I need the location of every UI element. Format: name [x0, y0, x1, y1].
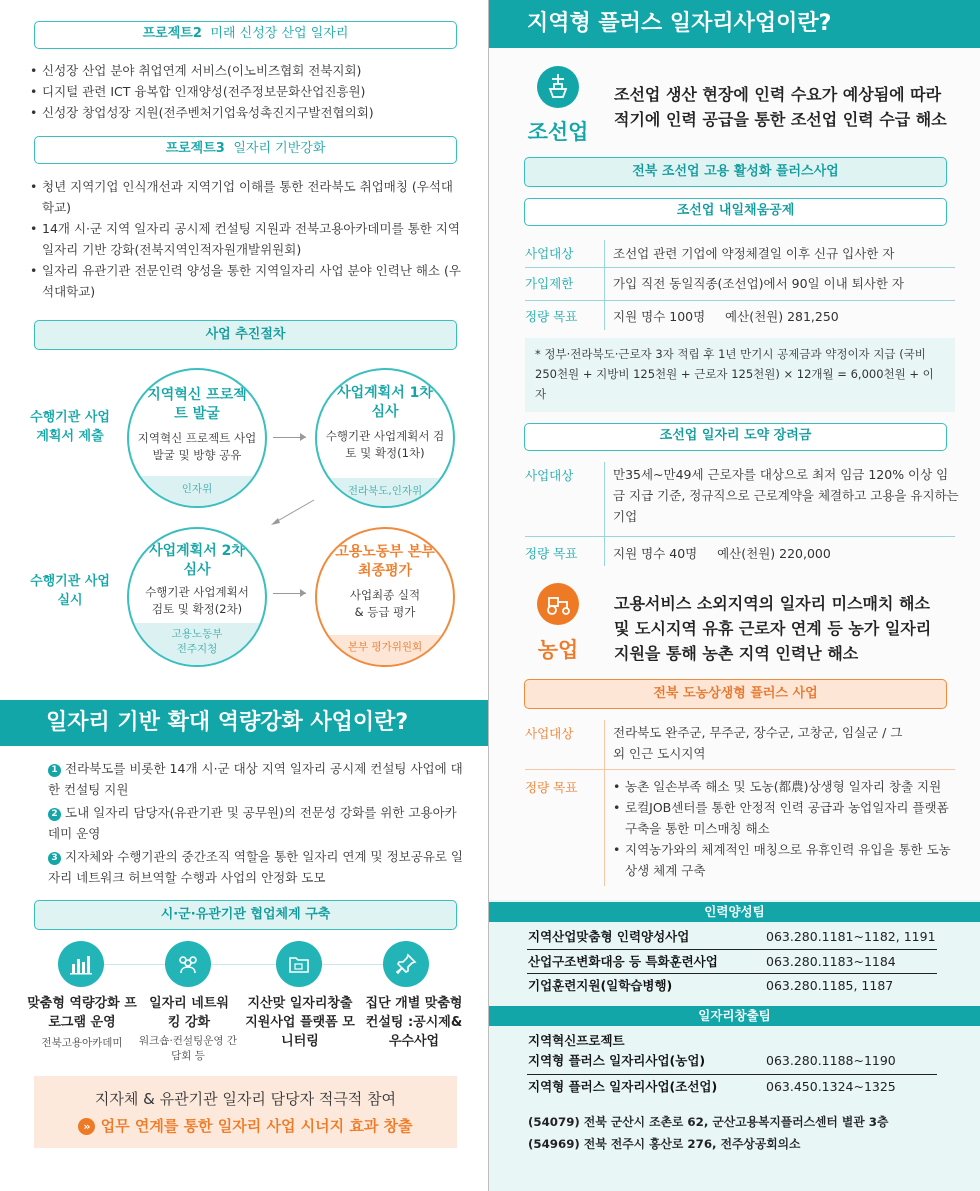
- team2-header: 일자리창출팀: [489, 1006, 980, 1026]
- team2-row: 지역형 플러스 일자리사업(농업) 063.280.1188~1190: [528, 1053, 896, 1068]
- coop-sub-1: 전북고용아카데미: [41, 1037, 123, 1049]
- ship-program-title: 전북 조선업 고용 활성화 플러스사업: [524, 157, 947, 187]
- list-item: • 일자리 유관기관 전문인력 양성을 통한 지역일자리 사업 분야 인력난 해소 (우석대학교): [30, 260, 462, 302]
- procedure-step-1: 지역혁신 프로젝트 발굴 지역혁신 프로젝트 사업 발굴 및 방향 공유 인자위: [127, 368, 267, 508]
- ship-row2-goal: 정량 목표 지원 명수 40명 예산(천원) 220,000: [525, 546, 831, 561]
- project2-list: [30, 60, 470, 123]
- team2-row: 지역형 플러스 일자리사업(조선업) 063.450.1324~1325: [528, 1079, 896, 1094]
- bar-chart-icon: [58, 941, 104, 987]
- capacity-footer: 지자체 & 유관기관 일자리 담당자 적극적 참여 » 업무 연계를 통한 일자리 사업 시너지 효과 창출: [34, 1076, 457, 1148]
- coop-label-4: 집단 개별 맞춤형 컨설팅 :공시제&우수사업: [365, 996, 463, 1049]
- project3-list: [30, 176, 462, 302]
- team1-row: 산업구조변화대응 등 특화훈련사업 063.280.1183~1184: [528, 954, 896, 969]
- list-item: 3 지자체와 수행기관의 중간조직 역할을 통한 일자리 연계 및 정보공유로 일자리 네트워크 허브역할 수행과 사업의 안정화 도모: [48, 849, 464, 885]
- people-icon: [165, 941, 211, 987]
- procedure-step-2: 사업계획서 1차 심사 수행기관 사업계획서 검토 및 확정(1차) 전라북도,인자위: [315, 368, 455, 508]
- farm-row-goal: 정량 목표 • 농촌 일손부족 해소 및 도농(都農)상생형 일자리 창출 지원 • 로컬JOB센터를 통한 안정적 인력 공급과 농업일자리 플랫폼 구축을 통한 미스매칭 해소 • 지역농가와의 체계적인 매칭으로 유휴인력 유입을 통한 도농상생 체계 구축: [525, 774, 980, 890]
- farm-label: 농업: [537, 638, 579, 662]
- plus-banner: 지역형 플러스 일자리사업이란?: [489, 0, 980, 48]
- list-item: • 농촌 일손부족 해소 및 도농(都農)상생형 일자리 창출 지원: [613, 776, 960, 797]
- address-block: (54079) 전북 군산시 조촌로 62, 군산고용복지플러스센터 별관 3층 (54969) 전북 전주시 홍산로 276, 전주상공회의소: [528, 1115, 889, 1151]
- project3-header: 프로젝트3 일자리 기반강화: [34, 136, 457, 164]
- tractor-icon: [537, 583, 579, 625]
- ship-sub1-title: 조선업 내일채움공제: [524, 198, 947, 226]
- list-item: • 신성장 창업성장 지원(전주벤처기업육성촉진지구발전협의회): [30, 102, 470, 123]
- team1-row: 기업훈련지원(일학습병행) 063.280.1185, 1187: [528, 978, 894, 993]
- procedure-step-3: 사업계획서 2차 심사 수행기관 사업계획서 검토 및 확정(2차) 고용노동부 전주지청: [127, 527, 267, 667]
- ship-row-limit: 가입제한 가입 직전 동일직종(조선업)에서 90일 이내 퇴사한 자: [525, 276, 905, 291]
- farm-program-title: 전북 도농상생형 플러스 사업: [524, 679, 947, 709]
- ship-icon: [537, 66, 579, 108]
- double-chevron-icon: »: [78, 1118, 95, 1135]
- project2-header: 프로젝트2 미래 신성장 산업 일자리: [34, 21, 457, 49]
- list-item: • 신성장 산업 분야 취업연계 서비스(이노비즈협회 전북지회): [30, 60, 470, 81]
- ship-headline: 조선업 생산 현장에 인력 수요가 예상됨에 따라 적기에 인력 공급을 통한 조선업 인력 수급 해소: [614, 85, 947, 129]
- list-item: 1 전라북도를 비롯한 14개 시·군 대상 지역 일자리 공시제 컨설팅 사업에 대한 컨설팅 지원: [48, 761, 463, 797]
- farm-headline: 고용서비스 소외지역의 일자리 미스매치 해소 및 도시지역 유휴 근로자 연계 등 농가 일자리 지원을 통해 농촌 지역 인력난 해소: [614, 594, 932, 663]
- list-item: 2 도내 일자리 담당자(유관기관 및 공무원)의 전문성 강화를 위한 고용아카데미 운영: [48, 805, 457, 841]
- procedure-side-label-2: 수행기관 사업실시: [30, 574, 110, 608]
- ship-sub2-title: 조선업 일자리 도약 장려금: [524, 423, 947, 451]
- procedure-side-label-1: 수행기관 사업계획서 제출: [30, 410, 110, 444]
- coop-label-3: 지산맞 일자리창출 지원사업 플랫폼 모니터링: [245, 996, 355, 1049]
- procedure-title: 사업 추진절차: [34, 320, 457, 350]
- list-item: • 로컬JOB센터를 통한 안정적 인력 공급과 농업일자리 플랫폼 구축을 통한 미스매칭 해소: [613, 797, 960, 839]
- team1-row: 지역산업맞춤형 인력양성사업 063.280.1181~1182, 1191: [528, 929, 936, 944]
- ship-row-goal: 정량 목표 지원 명수 100명 예산(천원) 281,250: [525, 309, 839, 324]
- coop-title: 시·군·유관기관 협업체계 구축: [34, 900, 457, 930]
- ship-label: 조선업: [527, 120, 589, 144]
- folder-icon: [276, 941, 322, 987]
- ship-note: * 정부·전라북도·근로자 3자 적립 후 1년 만기시 공제금과 약정이자 지급 (국비 250천원 + 지방비 125천원 + 근로자 125천원) × 12개월 = 6,000천원 + 이자: [525, 338, 955, 412]
- team1-header: 인력양성팀: [489, 902, 980, 922]
- list-item: • 지역농가와의 체계적인 매칭으로 유휴인력 유입을 통한 도농상생 체계 구축: [613, 839, 960, 881]
- ship-row2-target: 사업대상 만35세~만49세 근로자를 대상으로 최저 임금 120% 이상 임금 지급 기준, 정규직으로 근로계약을 체결하고 고용을 유지하는 기업: [525, 467, 959, 524]
- team2-row: 지역혁신프로젝트: [528, 1033, 625, 1048]
- coop-label-1: 맞춤형 역량강화 프로그램 운영: [27, 996, 137, 1030]
- list-item: • 청년 지역기업 인식개선과 지역기업 이해를 통한 전라북도 취업매칭 (우석대학교): [30, 176, 462, 218]
- coop-label-2: 일자리 네트워킹 강화: [149, 996, 229, 1030]
- list-item: • 14개 시·군 지역 일자리 공시제 컨설팅 지원과 전북고용아카데미를 통한 지역 일자리 기반 강화(전북지역인적자원개발위원회): [30, 218, 462, 260]
- pin-icon: [383, 941, 429, 987]
- coop-sub-2: 워크숍·컨설팅운영 간담회 등: [139, 1035, 237, 1062]
- list-item: • 디지털 관련 ICT 융복합 인재양성(전주정보문화산업진흥원): [30, 81, 470, 102]
- capacity-list: [48, 758, 468, 888]
- capacity-banner: 일자리 기반 확대 역량강화 사업이란?: [0, 700, 488, 746]
- procedure-step-4: 고용노동부 본부 최종평가 사업최종 실적 & 등급 평가 본부 평가위원회: [315, 527, 455, 667]
- ship-row-target: 사업대상 조선업 관련 기업에 약정체결일 이후 신규 입사한 자: [525, 246, 895, 261]
- farm-row-target: 사업대상 전라북도 완주군, 무주군, 장수군, 고창군, 임실군 / 그 외 인근 도시지역: [525, 725, 903, 761]
- arrow-diagonal-icon: [268, 497, 318, 527]
